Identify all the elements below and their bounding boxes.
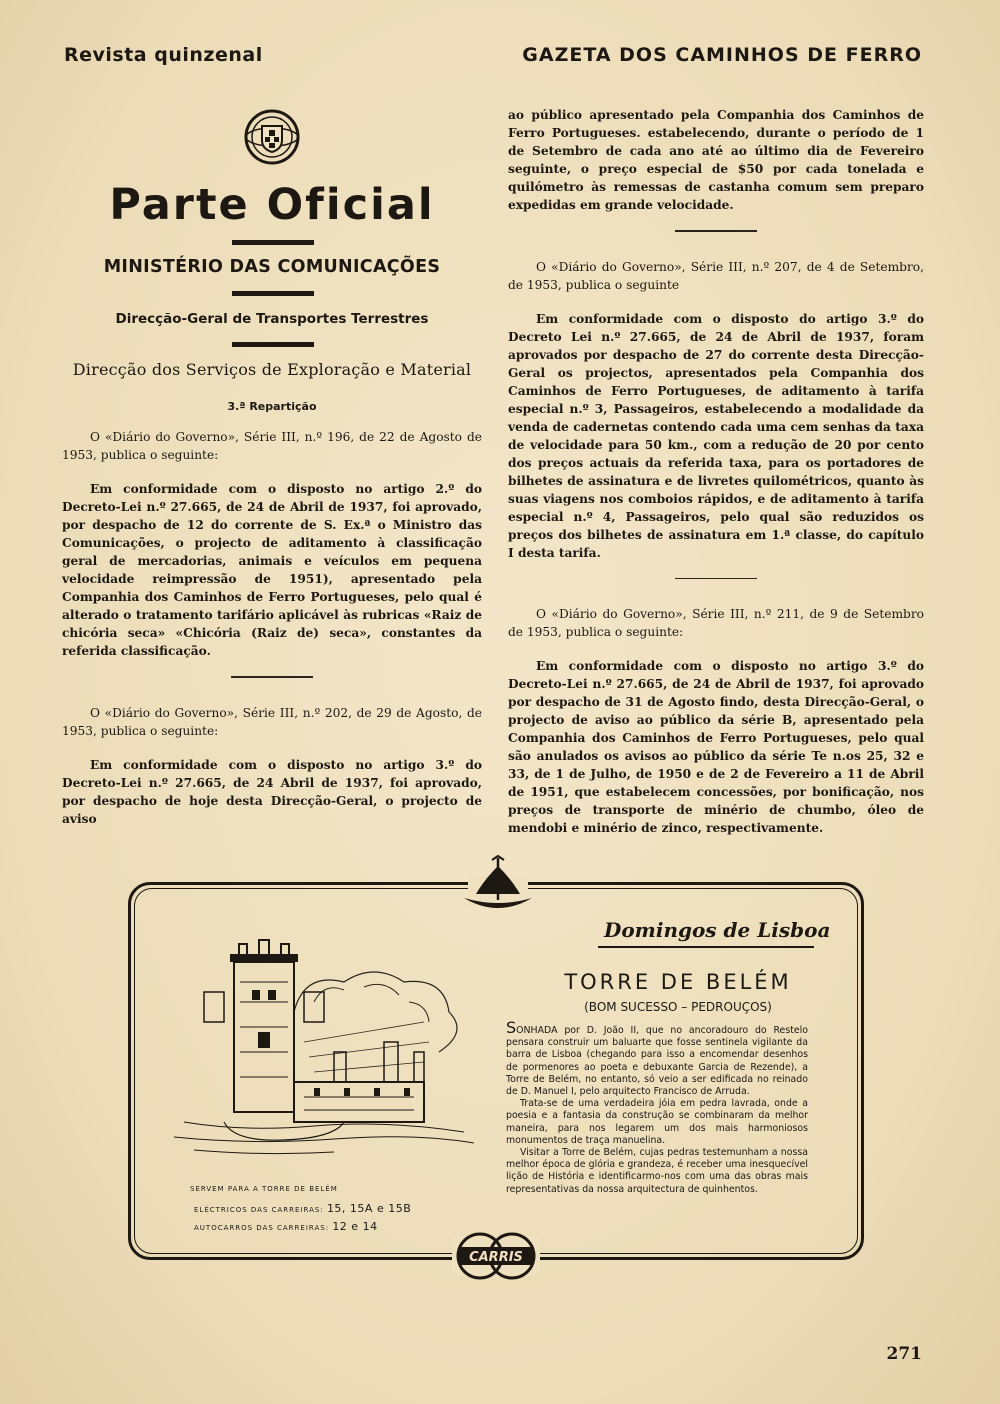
carris-advertisement [128,882,864,1265]
directorate-heading: Direcção-Geral de Transportes Terrestres [115,311,429,327]
paragraph: Em conformidade com o disposto no artigo 3.º do Decreto-Lei n.º 27.665, de 24 Abril de 1937, foi aprovado, por despacho de hoje desta Direcção-Geral, o projecto de aviso [62,757,482,826]
ad-title: TORRE DE BELÉM [564,970,792,994]
bus-routes-label: AUTOCARROS DAS CARREIRAS: [194,1224,330,1232]
ad-heading-underline [598,946,814,948]
ad-paragraph-text: ONHADA por D. João II, que no ancoradouro do Restelo pensara construir um baluarte que fosse sentinela vigilante da barra de Lisboa (chegando para isso a encomendar desenhos de pormenores ao poeta e debuxante Garcia de Rezende), a Torre de Belém, no entanto, só veio a ser edificada no reinado de D. Manuel I, pelo arquitecto Francisco de Arruda. [506,1025,808,1098]
section-title: Parte Oficial [109,180,435,230]
routes-heading: SERVEM PARA A TORRE DE BELÉM [190,1185,338,1193]
tram-routes [194,1202,411,1215]
paragraph: Em conformidade com o disposto do artigo 3.º do Decreto Lei n.º 27.665, de 24 de Abril de 1937, foram aprovados por despacho de 27 do corrente desta Direcção-Geral os projectos, apresentados pela Companhia dos Caminhos de Ferro Portugueses, de aditamento à tarifa especial n.º 3, Passageiros, estabelecendo a modalidade da venda de cadernetas contendo cada uma cem senhas da taxa de velocidade para 50 km., com a redução de 20 por cento dos preços actuais da referida taxa, para os portadores de bilhetes de assinatura e de livretes quilométricos, quanto às suas viagens nos comboios rápidos, e de aditamento à tarifa especial n.º 4, Passageiros, pelo qual são reduzidos os preços dos bilhetes de assinatura em 1.ª classe, do capítulo I desta tarifa. [508,311,924,560]
tram-routes-value: 15, 15A e 15B [326,1202,412,1215]
tram-routes-label: ELÉCTRICOS DAS CARREIRAS: [194,1206,324,1214]
separator-rule [675,230,757,232]
torre-de-belem-illustration [164,932,474,1172]
ad-paragraph: Visitar a Torre de Belém, cujas pedras testemunham a nossa melhor época de glória e grandeza, é receber uma inesquecível lição de História e identificarmo-nos com uma das obras mais representativas da nossa arquitectura de quinhentos. [506,1147,808,1195]
paragraph: ao público apresentado pela Companhia dos Caminhos de Ferro Portugueses. estabelecendo, durante o período de 1 de Setembro de cada ano até ao último dia de Fevereiro seguinte, o preço especial de $50 por cada tonelada e quilómetro às remessas de castanha comum sem preparo expedidas em grande velocidade. [508,108,924,212]
running-header-left: Revista quinzenal [64,44,263,66]
column-right [508,106,924,853]
bus-routes-value: 12 e 14 [332,1220,378,1233]
paragraph: Em conformidade com o disposto no artigo 3.º do Decreto-Lei n.º 27.665, de 24 de Abril de 1937, foi aprovado por despacho de 31 de Agosto findo, desta Direcção-Geral, o projecto de aviso ao público da série B, apresentado pela Companhia dos Caminhos de Ferro Portugueses, pelo qual são anulados os avisos ao público da série Te n.os 25, 32 e 33, de 1 de Julho, de 1950 e de 2 de Fevereiro a 11 de Abril de 1951, que estabelecem concessões, por bonificação, nos preços de transporte de minério de chumbo, óleo de mendobi e minério de zinco, respectivamente. [508,659,924,835]
paragraph: O «Diário do Governo», Série III, n.º 211, de 9 de Setembro de 1953, publica o seguinte: [508,607,924,639]
page-number: 271 [886,1344,922,1364]
paragraph: O «Diário do Governo», Série III, n.º 202, de 29 de Agosto, de 1953, publica o seguinte: [62,705,482,738]
ad-body [506,1018,808,1196]
separator-rule [231,676,313,678]
bus-routes [194,1220,378,1233]
carris-logo-icon [450,1228,542,1284]
running-header-right: GAZETA DOS CAMINHOS DE FERRO [522,44,922,66]
ad-subtitle: (BOM SUCESSO – PEDROUÇOS) [584,1000,772,1014]
repartition-heading: 3.ª Repartição [227,400,317,413]
dropcap: S [506,1018,517,1037]
ad-paragraph: Trata-se de uma verdadeira jóia em pedra lavrada, onde a poesia e a fantasia da construção se combinaram da melhor maneira, para nos legarem um dos mais harmoniosos monumentos de traça manuelina. [506,1098,808,1146]
separator-rule [675,578,757,580]
ad-paragraph [506,1018,808,1098]
paragraph: O «Diário do Governo», Série III, n.º 196, de 22 de Agosto de 1953, publica o seguinte: [62,430,482,462]
paragraph: Em conformidade com o disposto no artigo 2.º do Decreto-Lei n.º 27.665, de 24 de Abril de 1937, foi aprovado, por despacho de 12 do corrente de S. Ex.ª o Ministro das Comunicações, o projecto de aditamento à classificação geral de mercadorias, animais e veículos em pequena velocidade reimpressão de 1951), apresentado pela Companhia dos Caminhos de Ferro Portugueses, pelo qual é alterado o tratamento tarifário aplicável às rubricas «Raiz de chicória seca» «Chicória (Raiz de) seca», constantes da referida classificação. [62,482,482,658]
title-rule [232,240,314,245]
column-left [62,428,482,844]
paragraph: O «Diário do Governo», Série III, n.º 207, de 4 de Setembro, de 1953, publica o seguinte [508,259,924,292]
carris-logo-text: CARRIS [469,1250,523,1265]
ministry-rule [232,291,314,296]
ministry-heading: MINISTÉRIO DAS COMUNICAÇÕES [103,257,441,277]
directorate-rule [232,342,314,347]
caravel-ship-icon [458,854,538,924]
ad-series-heading: Domingos de Lisboa [604,918,831,942]
service-heading: Direcção dos Serviços de Exploração e Material [72,360,472,379]
coat-of-arms-icon [242,108,302,166]
